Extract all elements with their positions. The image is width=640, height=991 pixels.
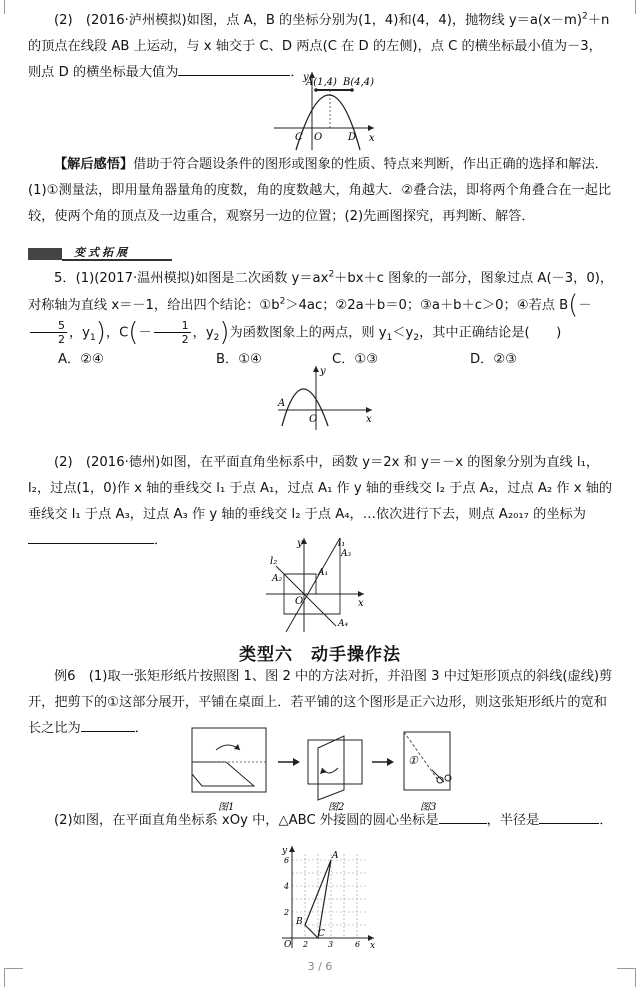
label-x: x [358,598,364,609]
label-l1: l₁ [338,538,346,549]
crop-mark [621,0,636,14]
tick-x-2: 2 [303,940,309,949]
choice-b[interactable]: B．①④ [216,352,262,367]
label-y: y [297,538,303,549]
label-a: A [278,398,286,409]
label-y: y [320,366,326,377]
question-5-text: 5．(1)(2017·温州模拟)如图是二次函数 $y=ax^2+bx+c$ 图象的一部分，图象过点 A(－3，0)，对称轴为直线 x＝－1，给出四个结论：$①b^2>4ac$；②2a＋b＝0；③a＋b＋c＞0；④若点 B(－ $\frac{5}{2}$ ，$y_1$)，C(－ $\frac{1}{2}$ ，$y_2$)为函数图象上的两点，则 $y_1<y_2$，其中正确结论是( ) [28,269,614,348]
choice-a[interactable]: A．②④ [58,352,104,367]
label-o: O [284,940,292,950]
label-o: O [309,414,318,425]
question-5-part2-text: (2) (2016·德州)如图，在平面直角坐标系中，函数 y＝2x 和 y＝－x 的图象分别为直线 l₁，l₂，过点(1，0)作 x 轴的垂线交 l₁ 于点 A₁，过点 A₁ 作 y 轴的垂线交 l₂ 于点 A₂，过点 A₂ 作 x 轴的垂线交 l₁ 于点 A₃，过点 A₃ 作 y 轴的垂线交 l₂ 于点 A₄，…依次进行下去，则点 A₂₀₁₇ 的坐标为． [28,455,613,548]
label-x: x [370,941,376,950]
label-b: B [296,917,303,927]
label-o: O [295,596,304,607]
point-b [350,88,354,92]
answer-blank[interactable] [81,717,135,732]
tick-y-6: 6 [284,856,290,865]
label-x: x [366,414,372,425]
label-l2: l₂ [270,556,278,567]
circled-one: ① [408,754,418,767]
label-a4: A₄ [338,619,349,629]
tick-y-2: 2 [284,908,290,917]
question-2-text: (2) (2016·泸州模拟)如图，点 A，B 的坐标分别为(1，4)和(4，4)，抛物线 $y=a(x-m)^2+n$ 的顶点在线段 AB 上运动，与 x 轴交于 C、D 两点(C 在 D 的左侧)，点 C 的横坐标最小值为－3，则点 D 的横坐标最大值为 ． [28,11,610,80]
answer-blank[interactable] [28,529,154,544]
reflection-text: 【解后感悟】借助于符合题设条件的图形或图象的性质、特点来判断，作出正确的选择和解法．(1)①测量法，即用量角器量角的度数，角的度数越大，角越大．②叠合法，即将两个角叠合在一起比较，使两个角的顶点及一边重合，观察另一边的位置；(2)先画图探究，再判断、解答． [28,157,612,224]
example-6-text: 例6 (1)取一张矩形纸片按照图 1、图 2 中的方法对折，并沿图 3 中过矩形顶点的斜线(虚线)剪开，把剪下的①这部分展开，平铺在桌面上．若平铺的这个图形是正六边形，则这张矩形纸片的宽和长之比为 ． [28,669,613,736]
grid-triangle-figure [268,844,380,950]
example-6-part2-text: (2)如图，在平面直角坐标系 xOy 中，△ABC 外接圆的圆心坐标是 ，半径是 ． [28,808,614,834]
caption-fig1: 图1 [218,802,235,813]
label-c: C [295,132,303,143]
label-y: y [282,846,288,856]
x-axis-arrow [366,407,372,413]
label-a: A [332,851,339,861]
tick-x-6: 6 [355,940,361,949]
label-b: B(4,4) [343,77,375,88]
crop-mark [4,0,19,14]
tick-x-3: 3 [328,940,334,949]
caption-fig3: 图3 [420,802,437,813]
caption-fig2: 图2 [328,802,345,813]
folding-figure [188,722,478,822]
fold-figure-2 [308,736,362,800]
y-axis-arrow [313,366,319,372]
label-a3: A₃ [341,549,352,559]
label-c: C [318,929,325,939]
x-axis-arrow [368,125,374,131]
section-banner: 变式拓展 [28,244,178,262]
parabola-curve [282,389,328,426]
parabola-figure [270,70,380,152]
label-a: A(1,4) [306,77,337,88]
fold-figure-3 [404,732,451,790]
x-axis-arrow [358,591,364,597]
lines-figure [264,534,368,634]
label-a1: A₁ [318,568,329,578]
choice-c[interactable]: C．①③ [332,352,379,367]
answer-blank[interactable] [539,809,599,824]
label-y: y [303,72,309,83]
answer-blank[interactable] [439,809,487,824]
quadratic-figure [276,364,376,432]
label-o: O [314,132,323,143]
label-a2: A₂ [272,574,283,584]
label-x: x [369,133,375,144]
fold-figure-1 [192,728,266,792]
choice-d[interactable]: D．②③ [470,352,517,367]
point-a [314,88,318,92]
section-heading: 类型六 动手操作法 [239,645,401,665]
line-l1 [286,538,340,632]
page-number: 3 / 6 [307,960,333,973]
tick-y-4: 4 [284,882,290,891]
label-d: D [348,132,357,143]
